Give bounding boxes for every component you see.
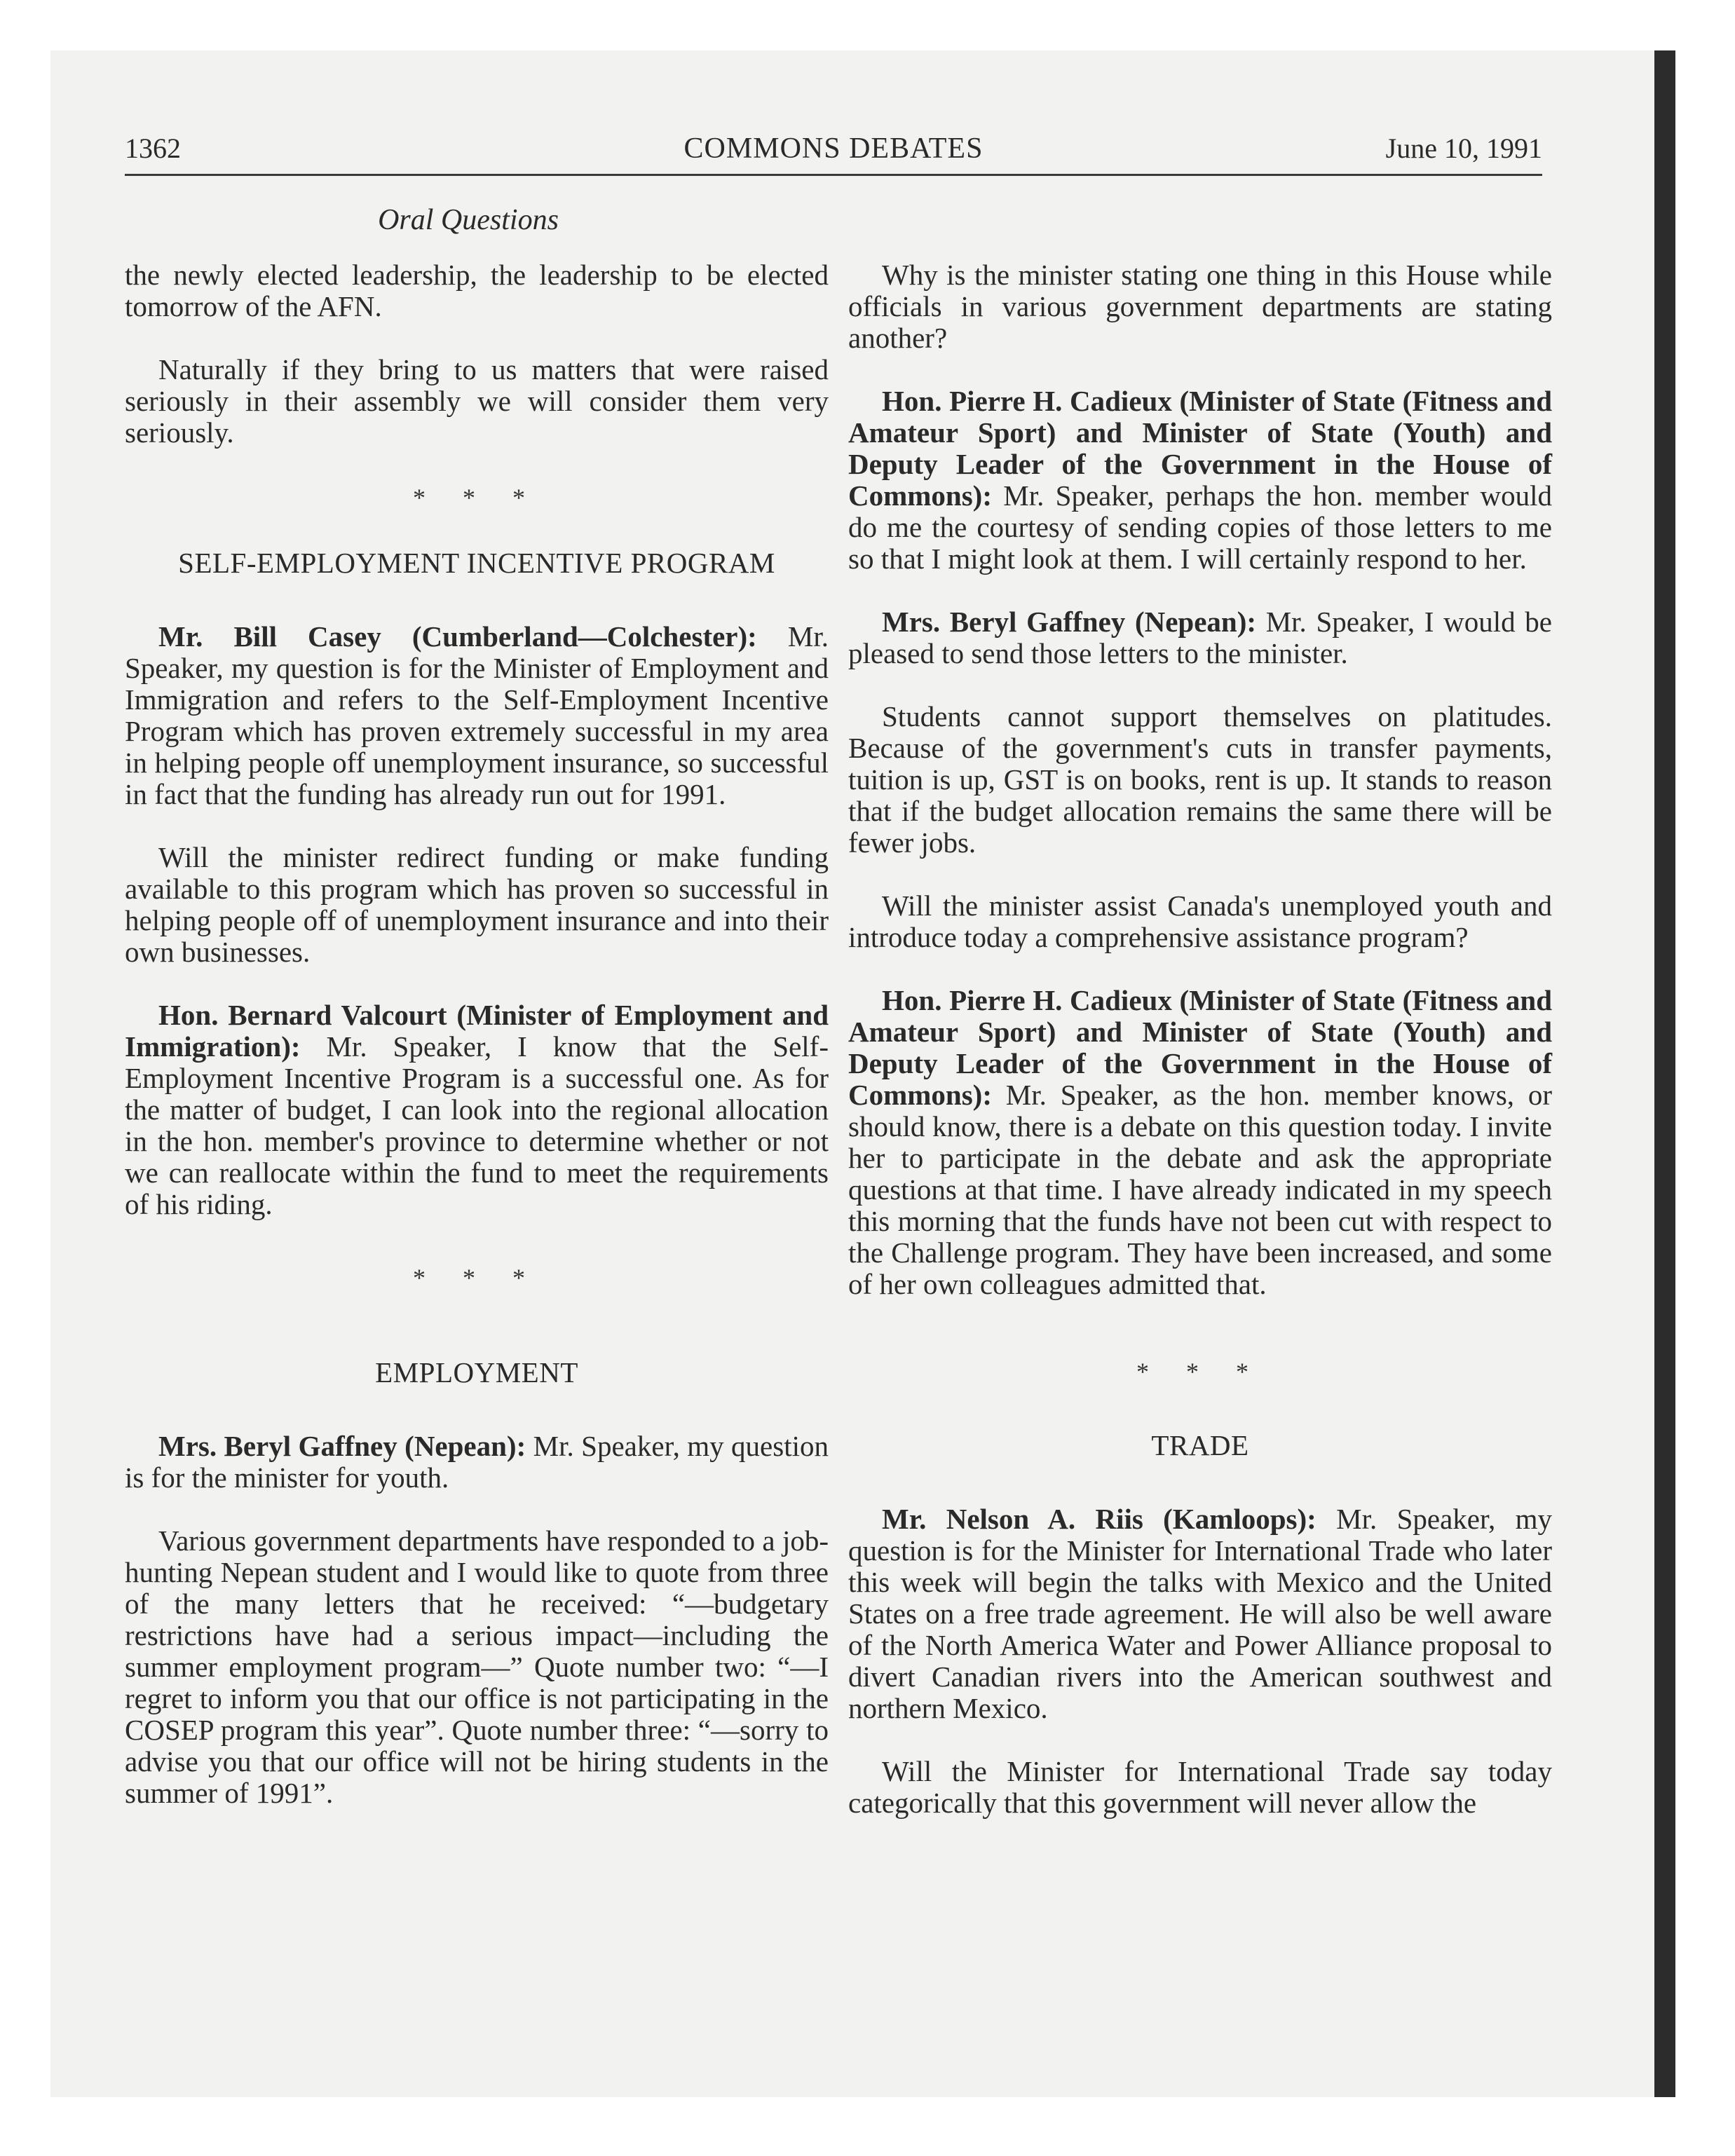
page-header <box>125 132 1542 176</box>
speaker-name: Mrs. Beryl Gaffney (Nepean): <box>882 606 1257 638</box>
paragraph: Will the minister assist Canada's unemployed youth and introduce today a comprehensive assistance program? <box>848 889 1552 953</box>
right-column <box>848 259 1552 1850</box>
section-heading: EMPLOYMENT <box>375 1356 578 1389</box>
speech-paragraph <box>848 985 1552 1300</box>
section-heading: SELF-EMPLOYMENT INCENTIVE PROGRAM <box>178 547 775 579</box>
speaker-name: Hon. Bernard Valcourt (Minister of Employment and Immigration): <box>125 999 829 1063</box>
page-number: 1362 <box>125 132 181 164</box>
paragraph: Various government departments have responded to a job-hunting Nepean student and I would like to quote from three of the many letters that he received: “—budgetary restrictions have had a serious impact—including the summer employment program—” Quote number two: “—I regret to inform you that our office is not participating in the COSEP program this year”. Quote number three: “—sorry to advise you that our office will not be hiring students in the summer of 1991”. <box>125 1524 829 1809</box>
speech-text: Mr. Speaker, my question is for the Minister of Employment and Immigration and refers to the Self-Employment Incentive Program which has proven extremely successful in my area in helping people off unemployment insurance, so successful in fact that the funding has already run out for 1991. <box>125 620 829 810</box>
paragraph: Will the Minister for International Trade say today categorically that this government will never allow the <box>848 1755 1552 1819</box>
scan-edge-shadow <box>1654 50 1675 2097</box>
section-separator: * * * <box>1136 1358 1264 1386</box>
section-label: Oral Questions <box>378 204 559 236</box>
paragraph: Will the minister redirect funding or make funding available to this program which has proven so successful in helping people off of unemployment insurance and into their own businesses. <box>125 841 829 968</box>
speaker-name: Mrs. Beryl Gaffney (Nepean): <box>158 1430 526 1462</box>
section-heading: TRADE <box>1151 1429 1249 1461</box>
paragraph: Naturally if they bring to us matters that were raised seriously in their assembly we will consider them very seriously. <box>125 353 829 449</box>
speaker-name: Hon. Pierre H. Cadieux (Minister of State (Fitness and Amateur Sport) and Minister of State (Youth) and Deputy Leader of the Government in the House of Commons): <box>848 385 1552 512</box>
speaker-name: Hon. Pierre H. Cadieux (Minister of State (Fitness and Amateur Sport) and Minister of State (Youth) and Deputy Leader of the Government in the House of Commons): <box>848 984 1552 1111</box>
speaker-name: Mr. Bill Casey (Cumberland—Colchester): <box>158 620 757 653</box>
left-column <box>125 259 829 1841</box>
journal-title: COMMONS DEBATES <box>683 132 984 165</box>
speech-text: Mr. Speaker, my question is for the Minister for International Trade who later this week will begin the talks with Mexico and the United States on a free trade agreement. He will also be well aware of the North America Water and Power Alliance proposal to divert Canadian rivers into the American southwest and northern Mexico. <box>848 1503 1552 1724</box>
speech-paragraph <box>125 999 829 1220</box>
speech-paragraph <box>125 621 829 810</box>
publication-date: June 10, 1991 <box>1385 132 1542 164</box>
paragraph: the newly elected leadership, the leadership to be elected tomorrow of the AFN. <box>125 259 829 322</box>
section-separator: * * * <box>413 484 540 512</box>
speech-paragraph <box>848 606 1552 669</box>
paragraph: Students cannot support themselves on platitudes. Because of the government's cuts in transfer payments, tuition is up, GST is on books, rent is up. It stands to reason that if the budget allocation remains the same there will be fewer jobs. <box>848 700 1552 859</box>
speech-text: Mr. Speaker, perhaps the hon. member would do me the courtesy of sending copies of those letters to me so that I might look at them. I will certainly respond to her. <box>848 479 1552 575</box>
speech-text: Mr. Speaker, my question is for the minister for youth. <box>125 1430 829 1494</box>
speech-text: Mr. Speaker, I know that the Self-Employment Incentive Program is a successful one. As for the matter of budget, I can look into the regional allocation in the hon. member's province to determine whether or not we can reallocate within the fund to meet the requirements of his riding. <box>125 1030 829 1220</box>
speech-paragraph <box>848 1503 1552 1724</box>
speech-text: Mr. Speaker, as the hon. member knows, or should know, there is a debate on this question today. I invite her to participate in the debate and ask the appropriate questions at that time. I have already indicated in my speech this morning that the funds have not been cut with respect to the Challenge program. They have been increased, and some of her own colleagues admitted that. <box>848 1079 1552 1300</box>
speaker-name: Mr. Nelson A. Riis (Kamloops): <box>882 1503 1316 1535</box>
speech-paragraph <box>848 386 1552 575</box>
section-separator: * * * <box>413 1264 540 1292</box>
paragraph: Why is the minister stating one thing in this House while officials in various government departments are stating another? <box>848 259 1552 354</box>
speech-paragraph <box>125 1431 829 1494</box>
speech-text: Mr. Speaker, I would be pleased to send those letters to the minister. <box>848 606 1552 669</box>
